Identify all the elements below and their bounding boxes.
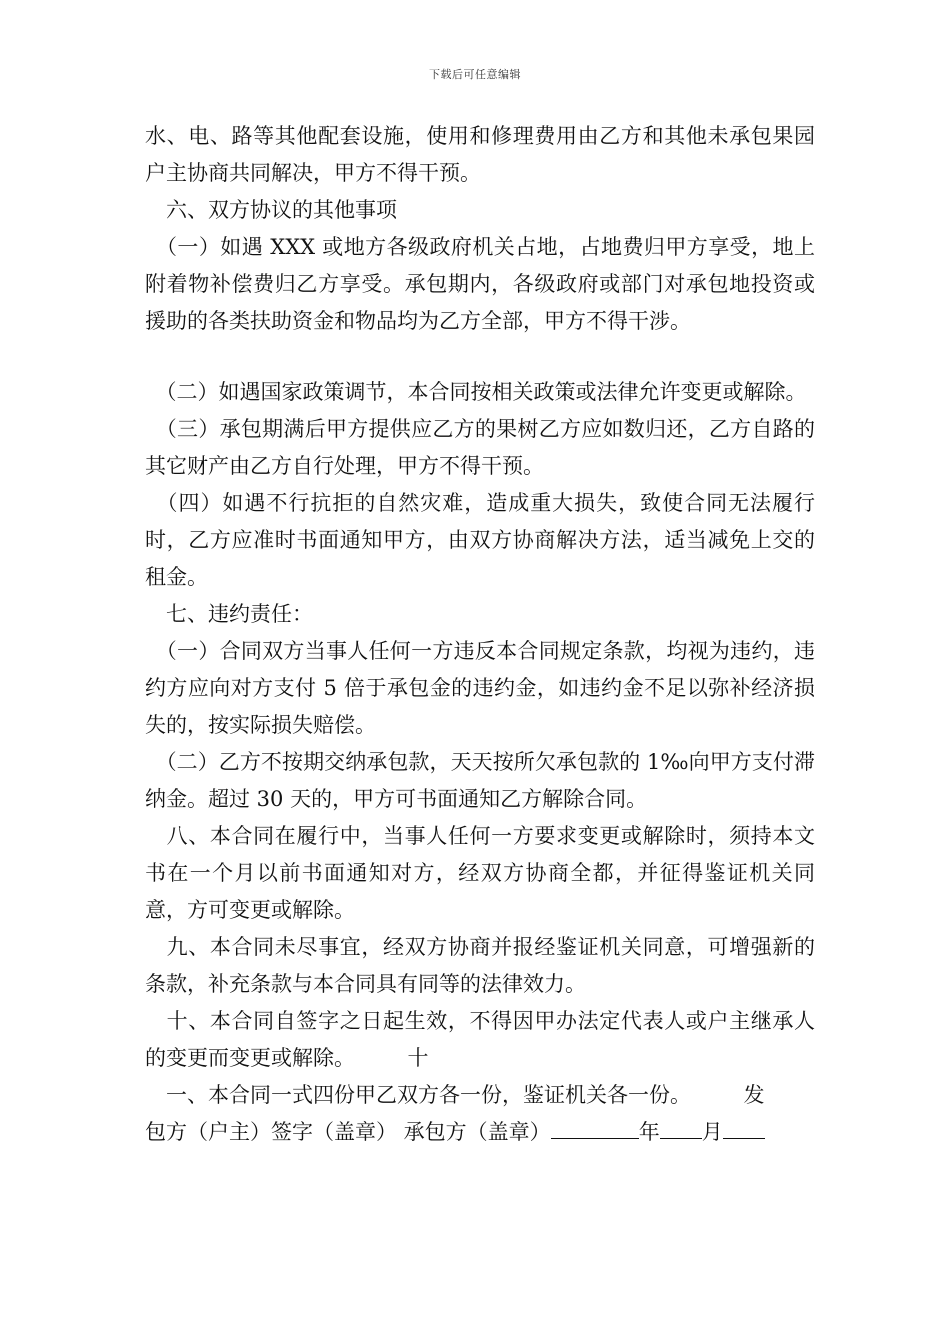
year-label: 年 bbox=[638, 1120, 660, 1144]
paragraph-11: 一、本合同一式四份甲乙双方各一份，鉴证机关各一份。 发 bbox=[145, 1083, 765, 1107]
paragraph-6-4: （四）如遇不行抗拒的自然灾难，造成重大损失，致使合同无法履行时，乙方应准时书面通知甲方，由双方协商解决方法，适当减免上交的租金。 bbox=[145, 491, 815, 589]
paragraph-7-1: （一）合同双方当事人任何一方违反本合同规定条款，均视为违约，违约方应向对方支付 5 倍于承包金的违约金，如违约金不足以弥补经济损失的，按实际损失赔偿。 bbox=[145, 639, 815, 737]
paragraph-facilities: 水、电、路等其他配套设施，使用和修理费用由乙方和其他未承包果园户主协商共同解决，甲方不得干预。 bbox=[145, 124, 815, 185]
section-heading-7: 七、违约责任： bbox=[145, 602, 313, 626]
month-blank bbox=[660, 1116, 702, 1139]
document-body bbox=[145, 118, 815, 1151]
paragraph-6-2: （二）如遇国家政策调节，本合同按相关政策或法律允许变更或解除。 bbox=[145, 380, 807, 404]
signature-text: 包方（户主）签字（盖章） 承包方（盖章） bbox=[145, 1120, 551, 1144]
trailing-blank bbox=[723, 1116, 765, 1139]
section-heading-6: 六、双方协议的其他事项 bbox=[145, 198, 397, 222]
paragraph-7-2: （二）乙方不按期交纳承包款，天天按所欠承包款的 1‰向甲方支付滞纳金。超过 30 天的，甲方可书面通知乙方解除合同。 bbox=[145, 750, 815, 811]
paragraph-8: 八、本合同在履行中，当事人任何一方要求变更或解除时，须持本文书在一个月以前书面通知对方，经双方协商全都，并征得鉴证机关同意，方可变更或解除。 bbox=[145, 824, 815, 922]
header-note: 下载后可任意编辑 bbox=[429, 68, 521, 81]
year-blank bbox=[551, 1116, 639, 1139]
month-label: 月 bbox=[701, 1120, 723, 1144]
paragraph-6-3: （三）承包期满后甲方提供应乙方的果树乙方应如数归还，乙方自路的其它财产由乙方自行处理，甲方不得干预。 bbox=[145, 417, 815, 478]
paragraph-6-1: （一）如遇 XXX 或地方各级政府机关占地，占地费归甲方享受，地上附着物补偿费归乙方享受。承包期内，各级政府或部门对承包地投资或援助的各类扶助资金和物品均为乙方全部，甲方不得干涉。 bbox=[145, 235, 815, 333]
signature-line bbox=[145, 1114, 815, 1151]
blank-gap bbox=[145, 340, 815, 374]
paragraph-10: 十、本合同自签字之日起生效，不得因甲办法定代表人或户主继承人的变更而变更或解除。 十 bbox=[145, 1009, 815, 1070]
paragraph-9: 九、本合同未尽事宜，经双方协商并报经鉴证机关同意，可增强新的条款，补充条款与本合同具有同等的法律效力。 bbox=[145, 935, 815, 996]
